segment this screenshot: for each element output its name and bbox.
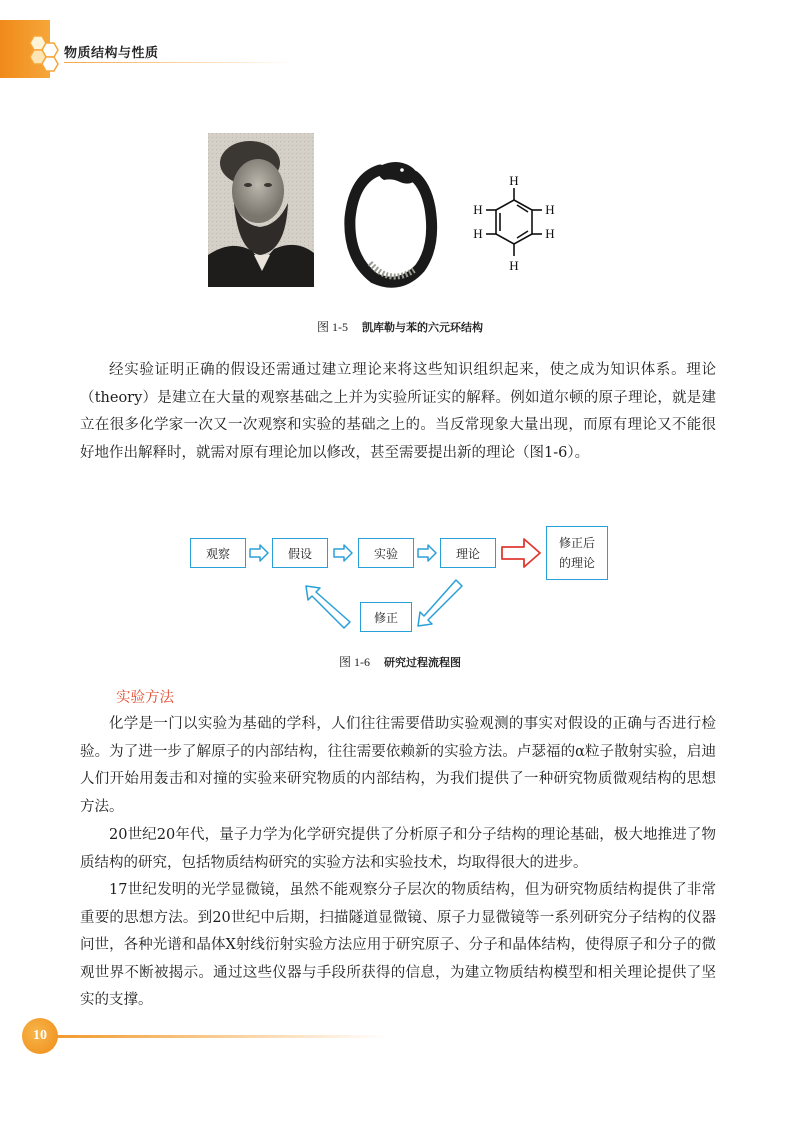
figure-1-6-text: 研究过程流程图 <box>384 656 461 669</box>
arrow-large-right-icon <box>502 539 540 567</box>
hexagon-logo-icon <box>22 32 66 76</box>
flow-box-hypothesis: 假设 <box>272 538 328 568</box>
benzene-h-bottom: H <box>509 258 519 273</box>
arrow-right-icon <box>250 545 268 561</box>
benzene-h-top: H <box>509 173 519 188</box>
benzene-h-right-top: H <box>545 202 555 217</box>
page-number: 10 <box>33 1028 47 1043</box>
figure-1-6-caption <box>0 653 800 670</box>
arrow-right-icon <box>334 545 352 561</box>
flow-revised-line2: 的理论 <box>558 556 595 570</box>
benzene-h-right-bottom: H <box>545 226 555 241</box>
flow-box-revise: 修正 <box>360 602 412 632</box>
paragraph-microscope: 17世纪发明的光学显微镜，虽然不能观察分子层次的物质结构，但为研究物质结构提供了非常重要的思想方法。到20世纪中后期，扫描隧道显微镜、原子力显微镜等一系列研究分子结构的仪器问世，各种光谱和晶体X射线衍射实验方法应用于研究原子、分子和晶体结构，使得原子和分子的微观世界不断被揭示。通过这些仪器与手段所获得的信息，为建立物质结构模型和相关理论提供了坚实的支撑。 <box>80 882 716 1008</box>
arrow-diagonal-down-icon <box>418 580 462 626</box>
arrow-right-icon <box>418 545 436 561</box>
benzene-h-left-bottom: H <box>473 226 483 241</box>
section-title-experiment-method: 实验方法 <box>116 690 174 706</box>
figure-1-6-number: 图 1-6 <box>339 655 370 669</box>
figure-1-5-caption <box>0 318 800 335</box>
paragraph-experiment: 化学是一门以实验为基础的学科，人们往往需要借助实验观测的事实对假设的正确与否进行检验。为了进一步了解原子的内部结构，往往需要依赖新的实验方法。卢瑟福的α粒子散射实验，启迪人们开始用轰击和对撞的实验来研究物质的内部结构，为我们提供了一种研究物质微观结构的思想方法。 <box>80 716 716 815</box>
header-underline <box>64 62 294 63</box>
kekule-portrait-image <box>208 133 314 287</box>
flow-box-theory: 理论 <box>440 538 496 568</box>
figure-1-5-number: 图 1-5 <box>317 320 348 334</box>
flow-box-observe: 观察 <box>190 538 246 568</box>
figure-1-5-text: 凯库勒与苯的六元环结构 <box>362 321 483 334</box>
flow-box-experiment: 实验 <box>358 538 414 568</box>
flow-revised-line1: 修正后 <box>558 536 595 550</box>
header-title: 物质结构与性质 <box>64 46 159 61</box>
footer-line <box>56 1035 386 1038</box>
ouroboros-snake-image <box>340 158 440 288</box>
benzene-structure-diagram <box>462 172 566 280</box>
flow-arrows <box>190 526 610 636</box>
paragraph-theory: 经实验证明正确的假设还需通过建立理论来将这些知识组织起来，使之成为知识体系。理论（theory）是建立在大量的观察基础之上并为实验所证实的解释。例如道尔顿的原子理论，就是建立在很多化学家一次又一次观察和实验的基础之上的。当反常现象大量出现，而原有理论又不能很好地作出解释时，就需对原有理论加以修改，甚至需要提出新的理论（图1-6）。 <box>80 362 716 461</box>
benzene-h-left-top: H <box>473 202 483 217</box>
paragraph-quantum: 20世纪20年代，量子力学为化学研究提供了分析原子和分子结构的理论基础，极大地推进了物质结构的研究，包括物质结构研究的实验方法和实验技术，均取得很大的进步。 <box>80 827 716 871</box>
research-flowchart <box>190 526 610 636</box>
arrow-diagonal-up-icon <box>306 586 350 628</box>
